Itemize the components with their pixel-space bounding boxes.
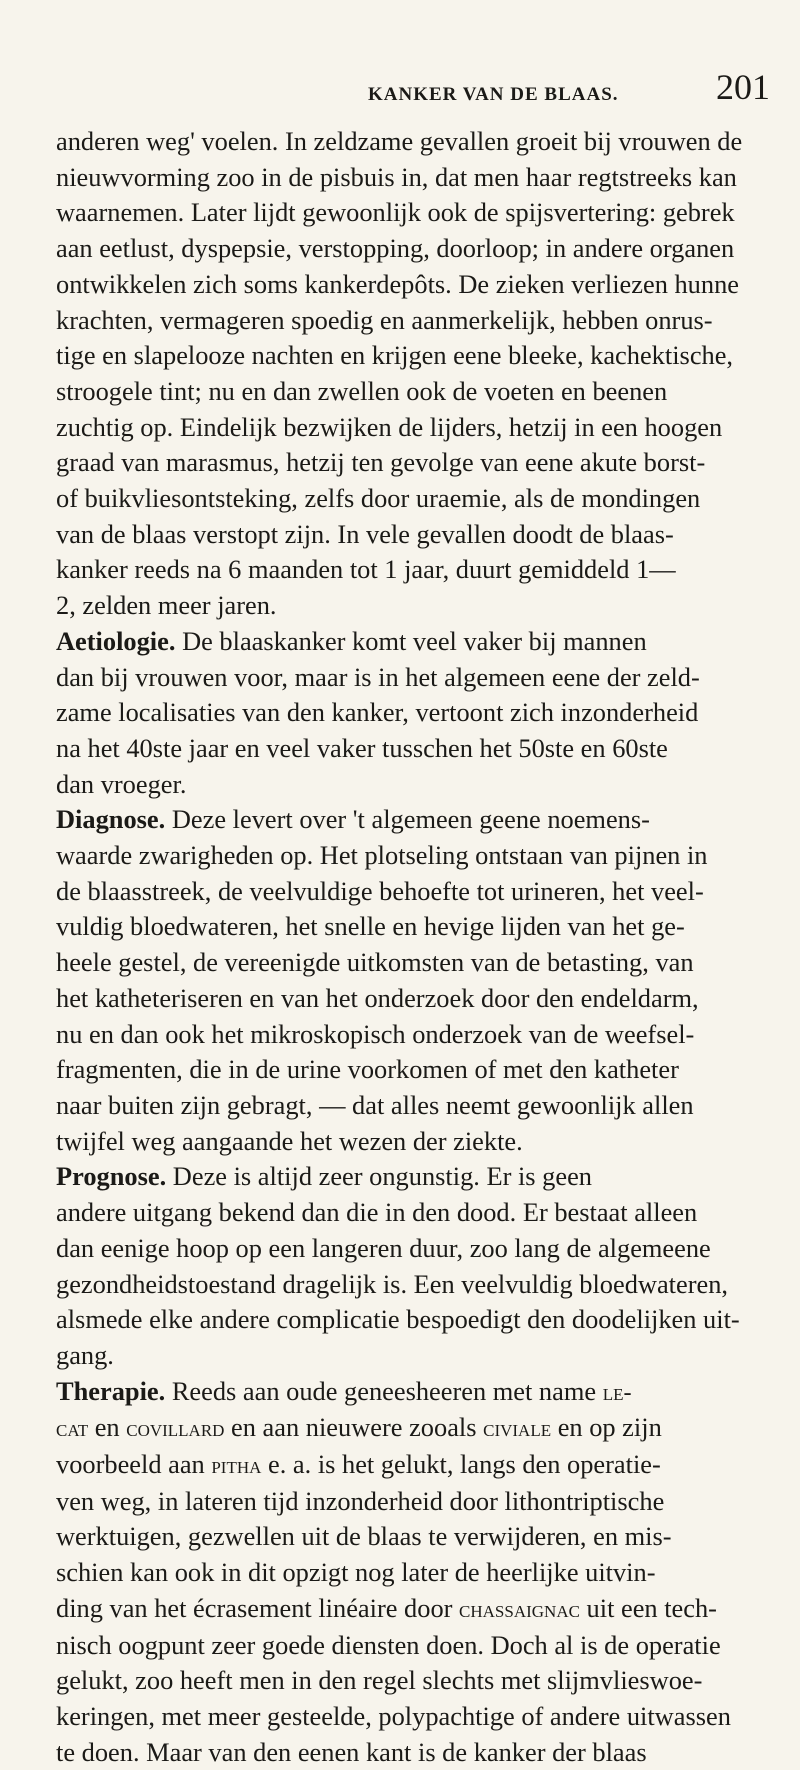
text-line: werktuigen, gezwellen uit de blaas te verwijderen, en mis- bbox=[56, 1521, 672, 1552]
text-line: gezondheidstoestand dragelijk is. Een veelvuldig bloedwateren, bbox=[56, 1268, 729, 1299]
text-line: anderen weg' voelen. In zeldzame gevallen groeit bij vrouwen de bbox=[56, 126, 743, 156]
text-run: en aan nieuwere zooals bbox=[224, 1412, 484, 1443]
text-line: ontwikkelen zich soms kankerdepôts. De zieken verliezen hunne bbox=[56, 268, 739, 299]
text-run: ding van het écrasement linéaire door bbox=[56, 1592, 460, 1623]
text-run: De blaaskanker komt veel vaker bij mannen bbox=[175, 625, 647, 656]
text-line: gang. bbox=[56, 1339, 114, 1370]
text-run: Reeds aan oude geneesheeren met name bbox=[165, 1375, 603, 1406]
section-heading: Aetiologie. bbox=[56, 625, 176, 656]
text-line: zuchtig op. Eindelijk bezwijken de lijders, hetzij in een hoogen bbox=[56, 411, 723, 442]
text-run: e. a. is het gelukt, langs den operatie- bbox=[261, 1449, 661, 1480]
text-line: krachten, vermageren spoedig en aanmerkelijk, hebben onrus- bbox=[56, 304, 713, 335]
text-line: keringen, met meer gesteelde, polypachtige of andere uitwassen bbox=[56, 1700, 731, 1731]
text-run: voorbeeld aan bbox=[56, 1449, 212, 1480]
text-run: en op zijn bbox=[551, 1412, 662, 1443]
text-line: schien kan ook in dit opzigt nog later de heerlijke uitvin- bbox=[56, 1557, 656, 1588]
text-line: tige en slapelooze nachten en krijgen eene bleeke, kachektische, bbox=[56, 340, 734, 371]
body-text bbox=[56, 124, 768, 1770]
text-line: de blaasstreek, de veelvuldige behoefte tot urineren, het veel- bbox=[56, 875, 704, 906]
text-run: Deze levert over 't algemeen geene noemens- bbox=[165, 804, 650, 835]
text-line: ven weg, in lateren tijd inzonderheid door lithontriptische bbox=[56, 1485, 665, 1516]
text-line: heele gestel, de vereenigde uitkomsten van de betasting, van bbox=[56, 947, 694, 978]
text-line: dan bij vrouwen voor, maar is in het algemeen eene der zeld- bbox=[56, 661, 700, 692]
person-name: civiale bbox=[483, 1415, 552, 1443]
text-line: nieuwvorming zoo in de pisbuis in, dat men haar regtstreeks kan bbox=[56, 161, 737, 192]
text-line bbox=[56, 1591, 768, 1628]
text-line: kanker reeds na 6 maanden tot 1 jaar, duurt gemiddeld 1— bbox=[56, 554, 676, 585]
text-run: en bbox=[88, 1412, 127, 1443]
text-line: aan eetlust, dyspepsie, verstopping, doorloop; in andere organen bbox=[56, 233, 735, 264]
text-line: of buikvliesontsteking, zelfs door uraemie, als de mondingen bbox=[56, 483, 701, 514]
person-name: covillard bbox=[126, 1415, 225, 1443]
text-line: gelukt, zoo heeft men in den regel slechts met slijmvlieswoe- bbox=[56, 1665, 703, 1696]
person-name: cat bbox=[56, 1415, 89, 1443]
section-heading: Prognose. bbox=[56, 1161, 167, 1192]
text-line: naar buiten zijn gebragt, — dat alles neemt gewoonlijk allen bbox=[56, 1089, 694, 1120]
text-line: andere uitgang bekend dan die in den dood. Er bestaat alleen bbox=[56, 1197, 698, 1228]
page-number: 201 bbox=[716, 67, 770, 107]
running-head: KANKER VAN DE BLAAS. bbox=[368, 84, 619, 105]
person-name: chassaignac bbox=[459, 1595, 580, 1623]
text-line: van de blaas verstopt zijn. In vele gevallen doodt de blaas- bbox=[56, 518, 674, 549]
text-line: dan eenige hoop op een langeren duur, zoo lang de algemeene bbox=[56, 1232, 711, 1263]
text-line: nisch oogpunt zeer goede diensten doen. Doch al is de operatie bbox=[56, 1629, 721, 1660]
text-line: stroogele tint; nu en dan zwellen ook de voeten en beenen bbox=[56, 375, 668, 406]
text-line: graad van marasmus, hetzij ten gevolge van eene akute borst- bbox=[56, 447, 706, 478]
text-line: vuldig bloedwateren, het snelle en hevige lijden van het ge- bbox=[56, 911, 685, 942]
text-line bbox=[56, 1159, 768, 1195]
person-name: le- bbox=[602, 1378, 632, 1406]
text-line: nu en dan ook het mikroskopisch onderzoek van de weefsel- bbox=[56, 1018, 695, 1049]
text-line bbox=[56, 1410, 768, 1447]
section-heading: Therapie. bbox=[56, 1375, 166, 1406]
text-line bbox=[56, 624, 768, 660]
text-line: waarnemen. Later lijdt gewoonlijk ook de spijsvertering: gebrek bbox=[56, 197, 735, 228]
text-line: dan vroeger. bbox=[56, 768, 187, 799]
text-line: waarde zwarigheden op. Het plotseling ontstaan van pijnen in bbox=[56, 840, 708, 871]
text-line: het katheteriseren en van het onderzoek door den endeldarm, bbox=[56, 982, 699, 1013]
text-line bbox=[56, 802, 768, 838]
text-run: Deze is altijd zeer ongunstig. Er is geen bbox=[166, 1161, 592, 1192]
text-line: twijfel weg aangaande het wezen der ziekte. bbox=[56, 1125, 523, 1156]
text-line bbox=[56, 1447, 768, 1484]
text-line: te doen. Maar van den eenen kant is de kanker der blaas bbox=[56, 1736, 647, 1767]
text-line: zame localisaties van den kanker, vertoont zich inzonderheid bbox=[56, 697, 699, 728]
text-line: fragmenten, die in de urine voorkomen of met den katheter bbox=[56, 1054, 679, 1085]
person-name: pitha bbox=[211, 1452, 262, 1480]
section-heading: Diagnose. bbox=[56, 804, 166, 835]
text-run: uit een tech- bbox=[579, 1592, 717, 1623]
text-line: alsmede elke andere complicatie bespoedigt den doodelijken uit- bbox=[56, 1304, 740, 1335]
text-line bbox=[56, 1374, 768, 1411]
text-line: na het 40ste jaar en veel vaker tusschen het 50ste en 60ste bbox=[56, 732, 668, 763]
text-line: 2, zelden meer jaren. bbox=[56, 590, 277, 621]
